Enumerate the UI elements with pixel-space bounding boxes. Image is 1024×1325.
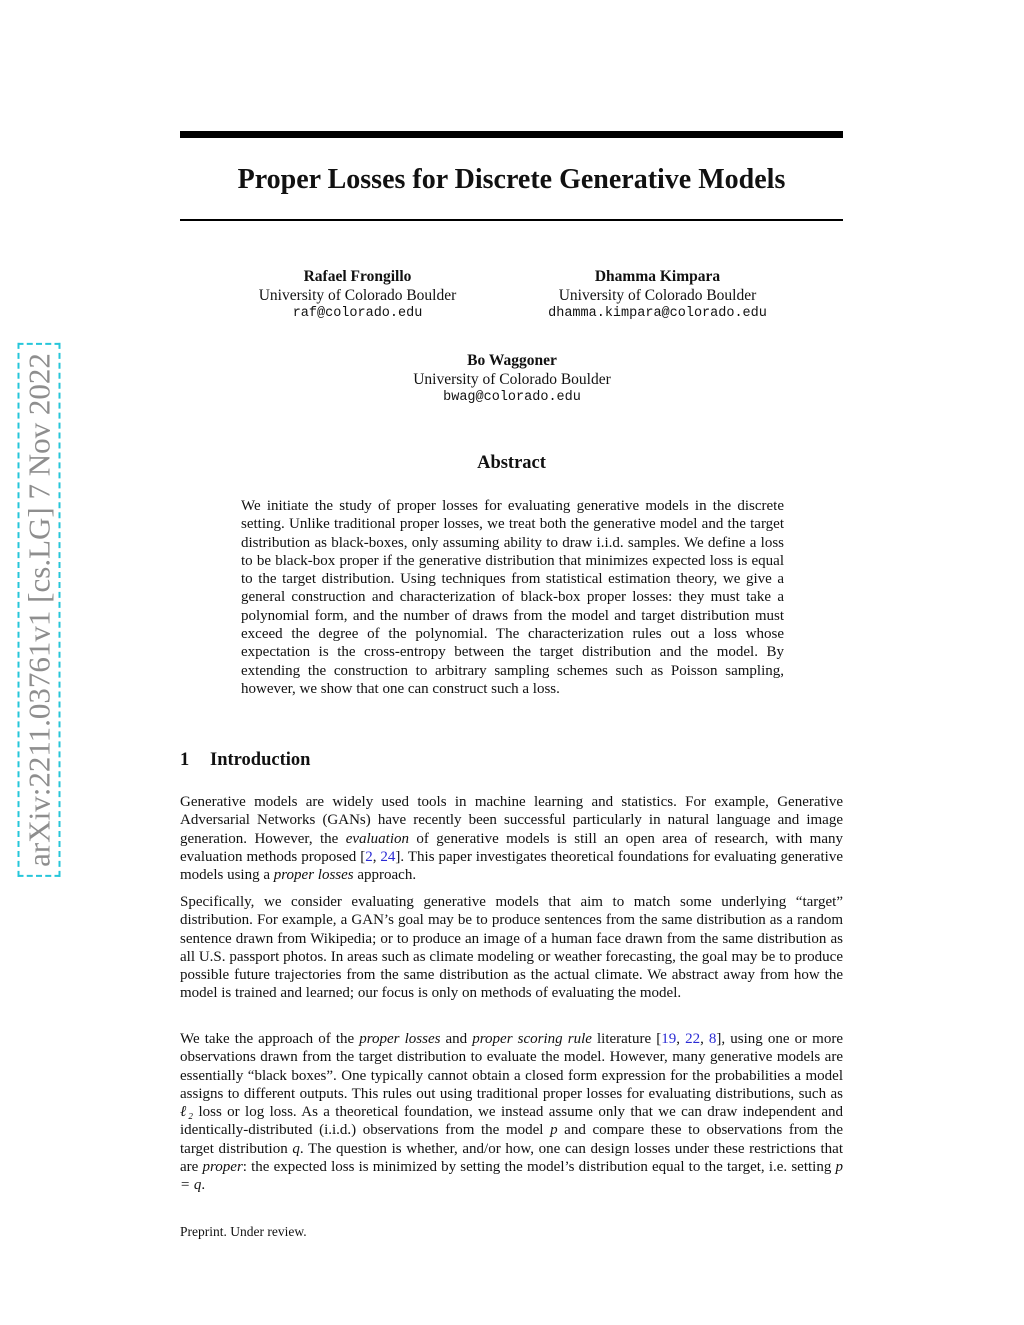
text-run: , bbox=[700, 1031, 709, 1047]
author-affiliation: University of Colorado Boulder bbox=[258, 286, 457, 304]
footnote: Preprint. Under review. bbox=[180, 1224, 307, 1239]
text-run: . bbox=[201, 1177, 206, 1194]
author-email[interactable]: dhamma.kimpara@colorado.edu bbox=[548, 306, 767, 321]
intro-paragraph-2: Specifically, we consider evaluating generative models that aim to match some underlying “target” distribution. For example, a GAN’s goal may be to produce sentences from the same distribution as a random sentence drawn from Wikipedia; or to produce an image of a human face drawn from the same distribution as all U.S. passport photos. In areas such as climate modeling or weather forecasting, the goal may be to produce possible future trajectories from the same distribution as the actual climate. We abstract away from how the model is trained and learned; our focus is only on methods of evaluating the model. bbox=[180, 894, 843, 1002]
author-affiliation: University of Colorado Boulder bbox=[413, 370, 611, 388]
citation-link[interactable]: 24 bbox=[380, 848, 396, 865]
text-run: approach. bbox=[353, 867, 417, 884]
emphasis: proper losses bbox=[273, 867, 354, 884]
text-run: ], using one or more observations drawn from the target distribution to evaluate the model. However, many generative models are essentially “black boxes”. One typically cannot obtain a closed form expression for the probabilities a model assigns to different outputs. This rules out using traditional proper losses for evaluating distributions, such as bbox=[180, 1031, 843, 1102]
citation-link[interactable]: 2 bbox=[365, 848, 373, 865]
text-run: literature [ bbox=[591, 1031, 662, 1047]
arxiv-side-stamp bbox=[14, 321, 64, 899]
author-block bbox=[362, 352, 662, 408]
emphasis: proper scoring rule bbox=[472, 1031, 592, 1047]
title-top-rule bbox=[180, 131, 843, 138]
text-run: . The question is whether, and/or how, one can design losses under these restrictions that are bbox=[180, 1140, 843, 1176]
math-symbol: q bbox=[292, 1140, 300, 1157]
section-number: 1 bbox=[180, 750, 190, 770]
section-heading bbox=[180, 750, 310, 771]
author-block bbox=[215, 268, 500, 324]
citation-link[interactable]: 22 bbox=[685, 1031, 701, 1047]
author-affiliation: University of Colorado Boulder bbox=[558, 286, 757, 304]
citation-link[interactable]: 8 bbox=[708, 1031, 717, 1047]
math-symbol: p = q bbox=[180, 1159, 843, 1194]
text-run: loss or log loss. As a theoretical foundation, we instead assume only that we can draw independent and identically-distributed (i.i.d.) observations from the model bbox=[180, 1104, 843, 1139]
emphasis: proper bbox=[202, 1159, 243, 1176]
text-run: of generative models is still an open area of research, with many evaluation methods proposed [ bbox=[180, 830, 843, 865]
text-run: Generative models are widely used tools in machine learning and statistics. For example, Generative Adversarial Networks (GANs) have recently been successful particularly in natural language and image generation. However, the bbox=[180, 794, 843, 847]
text-run: , bbox=[372, 848, 381, 865]
author-name: Bo Waggoner bbox=[467, 352, 557, 369]
author-name: Dhamma Kimpara bbox=[594, 268, 721, 285]
text-run: : the expected loss is minimized by setting the model’s distribution equal to the target, i.e. setting bbox=[242, 1159, 836, 1176]
title-bottom-rule bbox=[180, 219, 843, 221]
author-block bbox=[515, 268, 800, 324]
author-email[interactable]: bwag@colorado.edu bbox=[443, 390, 581, 405]
text-run: ]. This paper investigates theoretical foundations for evaluating generative models using a bbox=[180, 848, 843, 884]
author-name: Rafael Frongillo bbox=[303, 268, 412, 285]
abstract-text: We initiate the study of proper losses for evaluating generative models in the discrete setting. Unlike traditional proper losses, we treat both the generative model and the target distribution as black-boxes, only assuming ability to draw i.i.d. samples. We define a loss to be black-box proper if the generative distribution that minimizes expected loss is equal to the target distribution. Using techniques from statistical estimation theory, we give a general construction and characterization of black-box proper losses: they must take a polynomial form, and the number of draws from the model and target distribution must exceed the degree of the polynomial. The characterization rules out a loss whose expectation is the cross-entropy between the target distribution and the model. By extending the construction to arbitrary sampling schemes such as Poisson sampling, however, we show that one can construct such a loss. bbox=[241, 498, 784, 697]
abstract-heading: Abstract bbox=[477, 453, 546, 473]
text-run: , bbox=[676, 1031, 686, 1047]
emphasis: proper losses bbox=[359, 1031, 441, 1047]
text-run: We take the approach of the bbox=[180, 1031, 360, 1047]
math-symbol: p bbox=[550, 1122, 558, 1139]
math-symbol: ℓ₂ bbox=[180, 1104, 194, 1121]
text-run: and compare these to observations from the target distribution bbox=[180, 1122, 843, 1157]
intro-paragraph-3 bbox=[180, 1030, 843, 1195]
emphasis: evaluation bbox=[345, 830, 410, 847]
paper-title: Proper Losses for Discrete Generative Models bbox=[237, 164, 786, 195]
section-title: Introduction bbox=[210, 750, 311, 770]
citation-link[interactable]: 19 bbox=[661, 1031, 677, 1047]
intro-paragraph-1 bbox=[180, 793, 843, 884]
author-email[interactable]: raf@colorado.edu bbox=[292, 306, 423, 321]
text-run: and bbox=[440, 1031, 473, 1047]
arxiv-identifier[interactable]: arXiv:2211.03761v1 [cs.LG] 7 Nov 2022 bbox=[18, 343, 61, 877]
